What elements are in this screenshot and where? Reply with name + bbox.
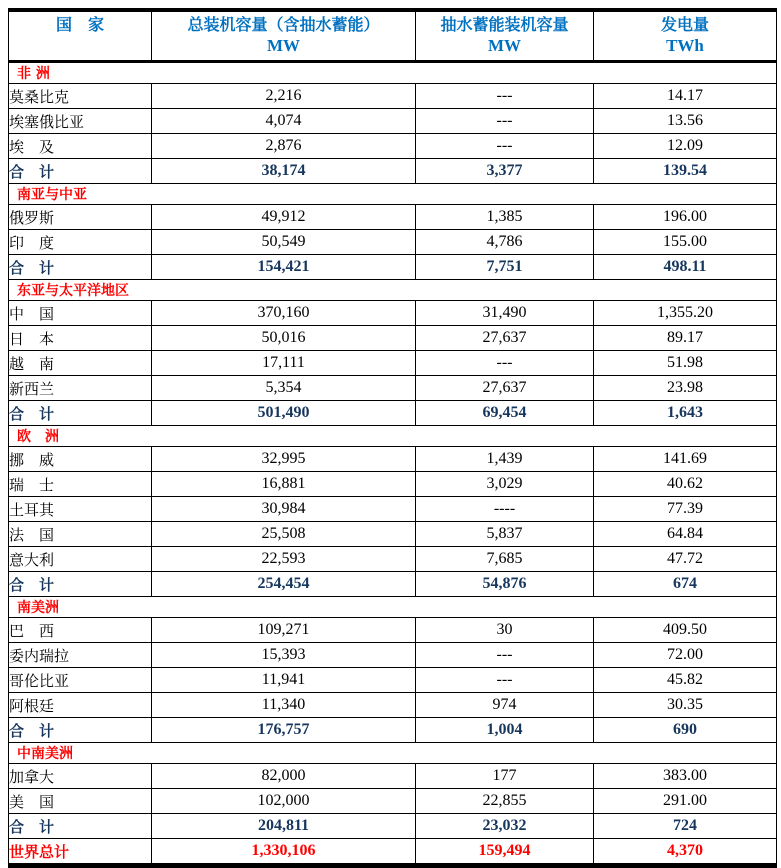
column-header-pumped-storage (416, 10, 594, 62)
section-total-pumped-storage-cell: 23,032 (416, 814, 594, 839)
table-header (9, 10, 777, 62)
total-capacity-cell: 17,111 (152, 351, 416, 376)
section-total-label: 合 计 (9, 255, 152, 280)
total-capacity-cell: 50,549 (152, 230, 416, 255)
generation-cell: 196.00 (594, 205, 777, 230)
section-total-label: 合 计 (9, 718, 152, 743)
generation-cell: 141.69 (594, 447, 777, 472)
section-total-generation-cell: 139.54 (594, 159, 777, 184)
pumped-storage-cell: --- (416, 643, 594, 668)
section-total-pumped-storage-cell: 69,454 (416, 401, 594, 426)
column-header-country-label: 国 家 (55, 15, 104, 34)
section-total-capacity-cell: 176,757 (152, 718, 416, 743)
pumped-storage-cell: --- (416, 134, 594, 159)
pumped-storage-cell: ---- (416, 497, 594, 522)
column-header-total-capacity-label: 总装机容量（含抽水蓄能） (187, 15, 380, 34)
section-total-row (9, 255, 777, 280)
region-header-label: 东亚与太平洋地区 (9, 280, 777, 301)
world-total-row (9, 839, 777, 866)
country-row (9, 472, 777, 497)
column-header-country (9, 10, 152, 62)
section-total-row (9, 718, 777, 743)
country-row (9, 376, 777, 401)
total-capacity-cell: 16,881 (152, 472, 416, 497)
section-total-generation-cell: 1,643 (594, 401, 777, 426)
country-row (9, 668, 777, 693)
country-row (9, 205, 777, 230)
section-total-row (9, 401, 777, 426)
column-header-generation-unit: TWh (666, 36, 704, 55)
region-header-label: 非 洲 (9, 62, 777, 84)
country-name-cell: 委内瑞拉 (9, 643, 152, 668)
generation-cell: 12.09 (594, 134, 777, 159)
country-row (9, 522, 777, 547)
country-row (9, 764, 777, 789)
region-header-row (9, 597, 777, 618)
section-total-capacity-cell: 254,454 (152, 572, 416, 597)
total-capacity-cell: 102,000 (152, 789, 416, 814)
section-total-generation-cell: 724 (594, 814, 777, 839)
country-row (9, 301, 777, 326)
generation-cell: 45.82 (594, 668, 777, 693)
total-capacity-cell: 50,016 (152, 326, 416, 351)
region-header-row (9, 62, 777, 84)
country-row (9, 109, 777, 134)
total-capacity-cell: 49,912 (152, 205, 416, 230)
country-row (9, 84, 777, 109)
pumped-storage-cell: 177 (416, 764, 594, 789)
country-row (9, 547, 777, 572)
pumped-storage-cell: --- (416, 668, 594, 693)
column-header-total-capacity-unit: MW (266, 36, 301, 55)
total-capacity-cell: 30,984 (152, 497, 416, 522)
section-total-pumped-storage-cell: 3,377 (416, 159, 594, 184)
total-capacity-cell: 11,340 (152, 693, 416, 718)
world-total-label: 世界总计 (9, 839, 152, 866)
column-header-generation-label: 发电量 (660, 15, 709, 34)
region-header-row (9, 743, 777, 764)
section-total-pumped-storage-cell: 7,751 (416, 255, 594, 280)
world-total-generation-cell: 4,370 (594, 839, 777, 866)
section-total-pumped-storage-cell: 1,004 (416, 718, 594, 743)
country-row (9, 497, 777, 522)
column-header-pumped-storage-unit: MW (487, 36, 522, 55)
country-name-cell: 哥伦比亚 (9, 668, 152, 693)
section-total-generation-cell: 690 (594, 718, 777, 743)
region-header-label: 中南美洲 (9, 743, 777, 764)
generation-cell: 383.00 (594, 764, 777, 789)
country-name-cell: 阿根廷 (9, 693, 152, 718)
pumped-storage-cell: 7,685 (416, 547, 594, 572)
section-total-label: 合 计 (9, 401, 152, 426)
column-header-pumped-storage-label: 抽水蓄能装机容量 (440, 15, 569, 34)
total-capacity-cell: 32,995 (152, 447, 416, 472)
country-row (9, 618, 777, 643)
generation-cell: 1,355.20 (594, 301, 777, 326)
pumped-storage-cell: 4,786 (416, 230, 594, 255)
world-total-capacity-cell: 1,330,106 (152, 839, 416, 866)
region-header-row (9, 184, 777, 205)
column-header-generation (594, 10, 777, 62)
total-capacity-cell: 109,271 (152, 618, 416, 643)
total-capacity-cell: 2,216 (152, 84, 416, 109)
generation-cell: 23.98 (594, 376, 777, 401)
country-row (9, 351, 777, 376)
pumped-storage-cell: 27,637 (416, 376, 594, 401)
country-row (9, 643, 777, 668)
table-body (9, 62, 777, 866)
country-name-cell: 埃塞俄比亚 (9, 109, 152, 134)
total-capacity-cell: 11,941 (152, 668, 416, 693)
generation-cell: 72.00 (594, 643, 777, 668)
pumped-storage-cell: 31,490 (416, 301, 594, 326)
country-name-cell: 土耳其 (9, 497, 152, 522)
country-name-cell: 巴 西 (9, 618, 152, 643)
pumped-storage-cell: 974 (416, 693, 594, 718)
country-row (9, 693, 777, 718)
total-capacity-cell: 4,074 (152, 109, 416, 134)
pumped-storage-cell: 1,439 (416, 447, 594, 472)
country-name-cell: 意大利 (9, 547, 152, 572)
generation-cell: 64.84 (594, 522, 777, 547)
generation-cell: 291.00 (594, 789, 777, 814)
generation-cell: 409.50 (594, 618, 777, 643)
region-header-row (9, 280, 777, 301)
total-capacity-cell: 15,393 (152, 643, 416, 668)
generation-cell: 155.00 (594, 230, 777, 255)
section-total-row (9, 814, 777, 839)
pumped-storage-cell: --- (416, 351, 594, 376)
total-capacity-cell: 82,000 (152, 764, 416, 789)
region-header-label: 南亚与中亚 (9, 184, 777, 205)
hydropower-capacity-table (8, 8, 777, 868)
country-row (9, 447, 777, 472)
section-total-label: 合 计 (9, 159, 152, 184)
section-total-capacity-cell: 204,811 (152, 814, 416, 839)
country-name-cell: 法 国 (9, 522, 152, 547)
country-name-cell: 美 国 (9, 789, 152, 814)
pumped-storage-cell: 30 (416, 618, 594, 643)
country-name-cell: 越 南 (9, 351, 152, 376)
generation-cell: 51.98 (594, 351, 777, 376)
country-name-cell: 莫桑比克 (9, 84, 152, 109)
country-row (9, 230, 777, 255)
country-name-cell: 加拿大 (9, 764, 152, 789)
country-name-cell: 印 度 (9, 230, 152, 255)
country-row (9, 134, 777, 159)
pumped-storage-cell: 3,029 (416, 472, 594, 497)
generation-cell: 40.62 (594, 472, 777, 497)
total-capacity-cell: 2,876 (152, 134, 416, 159)
section-total-generation-cell: 498.11 (594, 255, 777, 280)
section-total-capacity-cell: 38,174 (152, 159, 416, 184)
section-total-row (9, 159, 777, 184)
region-header-row (9, 426, 777, 447)
country-name-cell: 挪 威 (9, 447, 152, 472)
pumped-storage-cell: 27,637 (416, 326, 594, 351)
section-total-capacity-cell: 154,421 (152, 255, 416, 280)
section-total-capacity-cell: 501,490 (152, 401, 416, 426)
country-row (9, 789, 777, 814)
pumped-storage-cell: 5,837 (416, 522, 594, 547)
country-name-cell: 中 国 (9, 301, 152, 326)
pumped-storage-cell: 1,385 (416, 205, 594, 230)
country-name-cell: 新西兰 (9, 376, 152, 401)
section-total-generation-cell: 674 (594, 572, 777, 597)
region-header-label: 欧 洲 (9, 426, 777, 447)
world-total-pumped-storage-cell: 159,494 (416, 839, 594, 866)
total-capacity-cell: 5,354 (152, 376, 416, 401)
table-header-row (9, 10, 777, 62)
generation-cell: 47.72 (594, 547, 777, 572)
country-name-cell: 瑞 士 (9, 472, 152, 497)
country-row (9, 326, 777, 351)
pumped-storage-cell: 22,855 (416, 789, 594, 814)
generation-cell: 30.35 (594, 693, 777, 718)
country-name-cell: 埃 及 (9, 134, 152, 159)
total-capacity-cell: 25,508 (152, 522, 416, 547)
pumped-storage-cell: --- (416, 109, 594, 134)
total-capacity-cell: 22,593 (152, 547, 416, 572)
generation-cell: 13.56 (594, 109, 777, 134)
total-capacity-cell: 370,160 (152, 301, 416, 326)
section-total-label: 合 计 (9, 814, 152, 839)
generation-cell: 77.39 (594, 497, 777, 522)
column-header-total-capacity (152, 10, 416, 62)
section-total-pumped-storage-cell: 54,876 (416, 572, 594, 597)
country-name-cell: 俄罗斯 (9, 205, 152, 230)
region-header-label: 南美洲 (9, 597, 777, 618)
section-total-label: 合 计 (9, 572, 152, 597)
generation-cell: 14.17 (594, 84, 777, 109)
section-total-row (9, 572, 777, 597)
generation-cell: 89.17 (594, 326, 777, 351)
pumped-storage-cell: --- (416, 84, 594, 109)
country-name-cell: 日 本 (9, 326, 152, 351)
